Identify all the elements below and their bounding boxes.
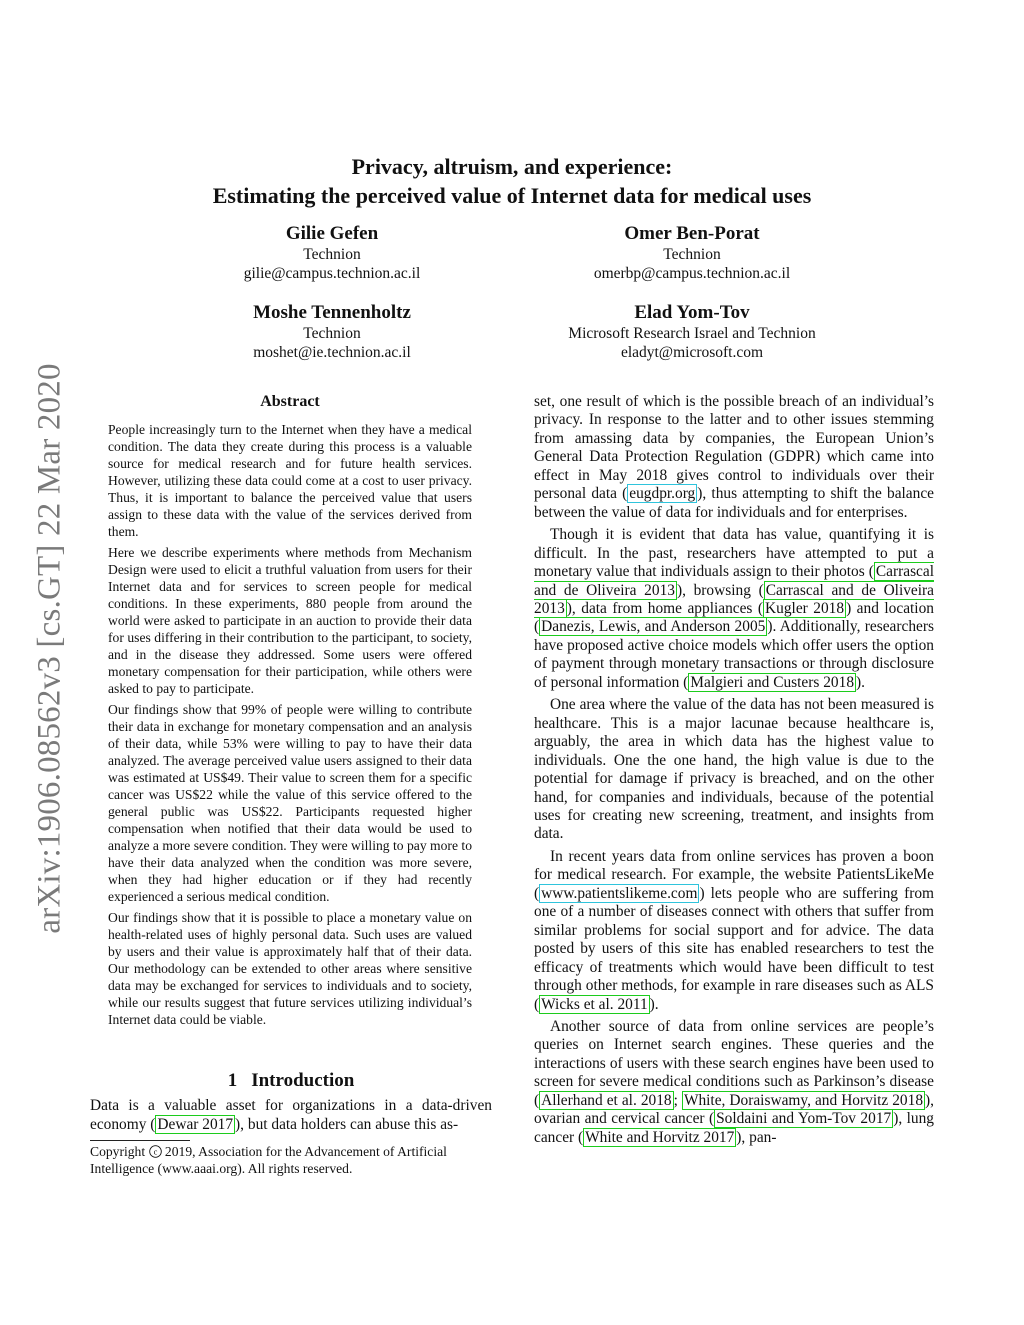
author-affiliation: Technion	[303, 325, 361, 342]
text-run: ) lets people who are suffering from one of a number of diseases connect with others that suffer from similar problems for social support and for advice. The data posted by users of this site has enabled researchers to test the efficacy of treatments which would have been difficult to test through other methods, for example in rare diseases such as ALS (	[534, 884, 934, 1013]
citation-link[interactable]: White and Horvitz 2017	[585, 1128, 735, 1146]
author-email: moshet@ie.technion.ac.il	[253, 344, 411, 361]
author-affiliation: Microsoft Research Israel and Technion	[568, 325, 816, 342]
citation-link[interactable]: Danezis, Lewis, and Anderson 2005	[541, 618, 766, 636]
body-paragraph	[534, 1018, 934, 1147]
citation-link[interactable]: Allerhand et al. 2018	[541, 1091, 672, 1109]
copyright-symbol: c	[153, 1146, 157, 1157]
author-name: Elad Yom-Tov	[634, 302, 750, 323]
citation-link[interactable]: Dewar 2017	[157, 1115, 234, 1133]
title-line-2: Estimating the perceived value of Internet data for medical uses	[212, 183, 812, 208]
text-run: set, one result of which is the possible breach of an individual’s privacy. In response to the latter and to other issues stemming from amassing data by companies, the European Union’s General Data Protection Regulation (GDPR) which came into effect in May 2018 gives control to individuals over their personal data (	[534, 393, 934, 503]
text-run: Data is a valuable asset for organizations in a data-driven economy (	[90, 1097, 492, 1133]
paper-title	[100, 152, 924, 210]
author-name: Moshe Tennenholtz	[253, 302, 411, 323]
body-paragraph: One area where the value of the data has not been measured is healthcare. This is a major lacunae because healthcare is, arguably, the area in which data has the highest value to individuals. One the one hand, the high value is due to the potential for damage if privacy is breached, and on the other hand, for companies and individuals, because of the potential uses for creating new screening, treatment, and insights from data.	[534, 696, 934, 843]
author-block	[482, 223, 902, 283]
copyright-circle-icon	[149, 1145, 162, 1158]
text-run: Another source of data from online services are people’s queries on Internet search engines. These queries and the interactions of users with these search engines have been used to screen for severe medical conditions such as Parkinson’s disease (	[534, 1017, 934, 1109]
citation-link[interactable]: Kugler 2018	[765, 599, 845, 617]
text-run: ), thus attempting to shift the balance between the value of data for individuals and for enterprises.	[534, 485, 934, 521]
text-run: ), data from home appliances (	[566, 599, 764, 617]
citation-link[interactable]: Carrascal and de Oliveira 2013	[534, 563, 934, 599]
citation-link[interactable]: Carrascal and de Oliveira 2013	[534, 581, 934, 617]
abstract-heading: Abstract	[260, 393, 320, 410]
arxiv-identifier-text: arXiv:1906.08562v3 [cs.GT] 22 Mar 2020	[31, 362, 68, 934]
introduction-paragraph	[90, 1097, 492, 1134]
text-run: ), browsing (	[676, 581, 764, 599]
body-paragraph	[534, 526, 934, 692]
abstract-paragraph: People increasingly turn to the Internet when they have a medical condition. The data they create during this process is a valuable source for medical research and for future health services. However, utilizing these data could come at a cost to user privacy. Thus, it is important to balance the perceived value that users assign to these data with the value of the services derived from them.	[108, 422, 472, 539]
author-name: Omer Ben-Porat	[624, 223, 760, 244]
abstract-paragraph: Here we describe experiments where methods from Mechanism Design were used to elicit a truthful valuation from users for their Internet data and for services to screen people for medical conditions. In these experiments, 880 people from around the world were asked to participate in an auction to provide their data for uses differing in their contribution to the participant, to society, and in the disease they addressed. Some users were offered monetary compensation for their participation, while others were asked to pay to participate.	[108, 545, 472, 696]
author-email: omerbp@campus.technion.ac.il	[593, 265, 791, 282]
author-block	[122, 223, 542, 283]
body-paragraph	[534, 393, 934, 522]
citation-link[interactable]: White, Doraiswamy, and Horvitz 2018	[683, 1091, 924, 1109]
author-affiliation: Technion	[663, 246, 721, 263]
text-run: ) and location (	[534, 599, 934, 636]
text-run: ;	[673, 1091, 682, 1109]
footnote-divider	[90, 1140, 190, 1141]
text-run: ).	[649, 995, 659, 1013]
text-run: ), ovarian and cervical cancer (	[534, 1091, 934, 1128]
section-title: Introduction	[251, 1070, 355, 1091]
author-email: gilie@campus.technion.ac.il	[243, 265, 421, 282]
arxiv-identifier-stamp	[27, 350, 73, 946]
author-name: Gilie Gefen	[285, 223, 379, 244]
abstract-paragraph: Our findings show that 99% of people were willing to contribute their data in exchange for monetary compensation and an analysis of their data, while 53% were willing to pay to have their data analyzed. The average perceived value users assigned to their data was estimated at US$49. Their value to screen them for a specific cancer was US$22 while the value of this service offered to the general public was US$22. Participants requested higher compensation when notified that their data would be used to analyze a more severe condition. They were willing to pay more to have their data analyzed when the condition was more severe, when they had higher education or if they had recently experienced a serious medical condition.	[108, 702, 472, 904]
text-run: ), lung cancer (	[534, 1110, 934, 1146]
text-run: ), pan-	[736, 1128, 777, 1146]
text-run: Though it is evident that data has value, quantifying it is difficult. In the past, researchers have attempted to put a monetary value that individuals assign to their photos (	[534, 526, 934, 581]
url-link[interactable]: eugdpr.org	[629, 485, 696, 503]
text-run: Copyright	[90, 1144, 149, 1159]
citation-link[interactable]: Malgieri and Custers 2018	[690, 673, 855, 691]
text-run: In recent years data from online services has proven a boon for medical research. For example, the website PatientsLikeMe (	[534, 847, 934, 902]
text-run: ), but data holders can abuse this as-	[235, 1115, 459, 1133]
right-column-body	[534, 393, 934, 1151]
section-heading-introduction	[90, 1070, 492, 1092]
text-run: 2019, Association for the Advancement of Artificial Intelligence (www.aaai.org). All rights reserved.	[90, 1144, 447, 1176]
author-email: eladyt@microsoft.com	[620, 344, 764, 361]
introduction-body	[90, 1097, 492, 1134]
abstract-paragraph: Our findings show that it is possible to place a monetary value on health-related uses of highly personal data. Such uses are valued by users and their value is approximately half that of their data. Our methodology can be extended to other areas where sensitive data may be exchanged for services to individuals and to society, while our results suggest that future services utilizing individual’s Internet data could be viable.	[108, 910, 472, 1027]
text-run: ).	[856, 673, 865, 691]
author-block	[482, 302, 902, 362]
body-paragraph	[534, 848, 934, 1014]
text-run: ). Additionally, researchers have proposed active choice models which offer users the option of payment through monetary transactions or through disclosure of personal information (	[534, 618, 934, 691]
abstract-body	[108, 421, 472, 1032]
copyright-footnote	[90, 1143, 492, 1177]
author-block	[122, 302, 542, 362]
author-affiliation: Technion	[303, 246, 361, 263]
section-number: 1	[227, 1070, 238, 1091]
citation-link[interactable]: Wicks et al. 2011	[541, 995, 648, 1013]
url-link[interactable]: www.patientslikeme.com	[541, 884, 698, 902]
citation-link[interactable]: Soldaini and Yom-Tov 2017	[716, 1110, 892, 1128]
title-line-1: Privacy, altruism, and experience:	[351, 154, 673, 179]
